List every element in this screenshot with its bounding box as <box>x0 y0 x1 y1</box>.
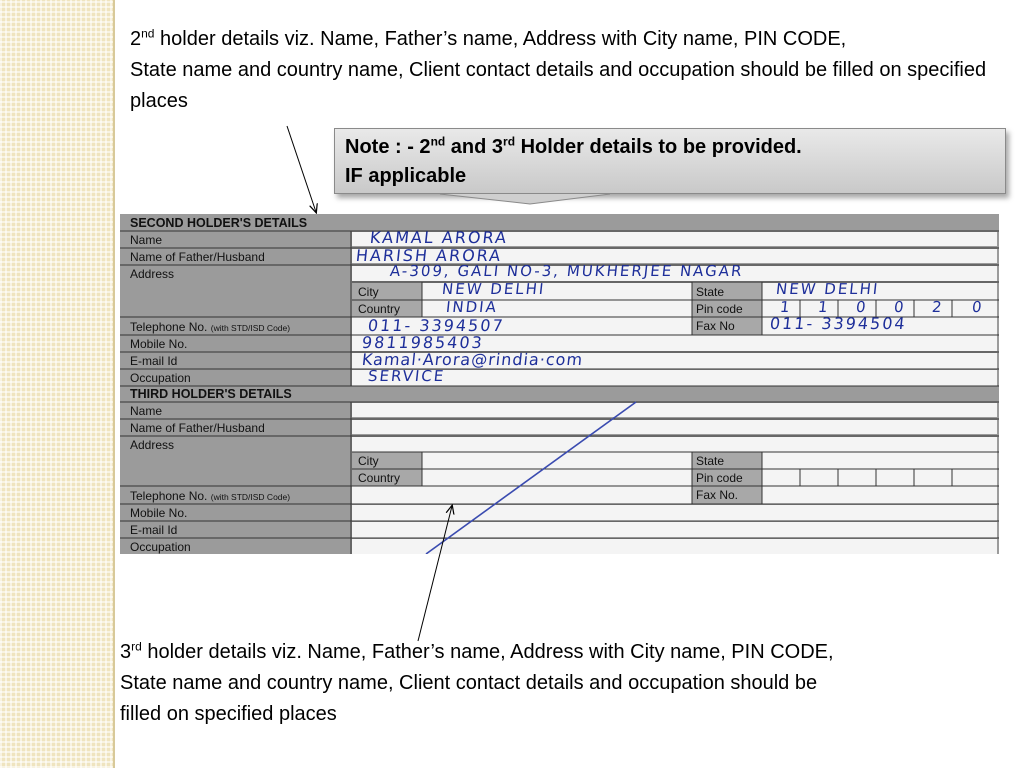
second-holder-instructions <box>130 24 1024 117</box>
label-address: Address <box>130 267 175 281</box>
texture-divider <box>113 0 115 768</box>
value-mobile: 9811985403 <box>361 333 485 352</box>
value-pin-4: 0 <box>893 298 907 316</box>
holder-details-form <box>120 214 999 554</box>
arrow-to-second-holder <box>287 126 316 212</box>
decorative-texture-strip <box>0 0 113 768</box>
label-city-3: City <box>358 454 379 468</box>
value-pin-2: 1 <box>817 298 831 316</box>
label-email-3: E-mail Id <box>130 523 178 537</box>
value-occupation: SERVICE <box>367 367 447 385</box>
value-pin-3: 0 <box>855 298 869 316</box>
third-holder-header: THIRD HOLDER'S DETAILS <box>130 387 292 401</box>
third-holder-text-line3: filled on specified places <box>120 703 337 725</box>
label-telephone-3 <box>130 489 290 503</box>
label-pin-3: Pin code <box>696 471 743 485</box>
note-line2: IF applicable <box>345 165 467 187</box>
note-sup-nd: nd <box>430 134 446 149</box>
third-holder-text-rest: holder details viz. Name, Father’s name, Address with City name, PIN CODE, <box>141 641 834 663</box>
label-occupation: Occupation <box>130 371 191 385</box>
value-name: KAMAL ARORA <box>369 228 509 247</box>
label-telephone-note: (with STD/ISD Code) <box>210 323 291 333</box>
value-address: A-309, GALI NO-3, MUKHERJEE NAGAR <box>389 262 745 280</box>
second-holder-text-line2: State name and country name, Client contact details and occupation should be filled on specified places <box>130 59 987 112</box>
label-mobile: Mobile No. <box>130 337 188 351</box>
value-country: INDIA <box>445 298 499 316</box>
value-telephone: 011- 3394507 <box>367 316 506 335</box>
label-name: Name <box>130 233 163 247</box>
value-pin-1: 1 <box>779 298 793 316</box>
label-state-3: State <box>696 454 725 468</box>
label-address-3: Address <box>130 438 175 452</box>
note-prefix: Note : - 2 <box>345 136 431 158</box>
note-suffix: Holder details to be provided. <box>515 136 802 158</box>
label-mobile-3: Mobile No. <box>130 506 188 520</box>
label-telephone-text: Telephone No. <box>130 320 208 334</box>
label-father-3: Name of Father/Husband <box>130 421 265 435</box>
second-holder-header: SECOND HOLDER'S DETAILS <box>130 216 308 230</box>
label-telephone <box>130 320 290 334</box>
third-holder-text-lead: 3 <box>120 641 132 663</box>
value-father: HARISH ARORA <box>355 246 504 265</box>
second-holder-text-rest: holder details viz. Name, Father’s name, Address with City name, PIN CODE, <box>154 28 847 50</box>
label-telephone-text-3: Telephone No. <box>130 489 208 503</box>
label-occupation-3: Occupation <box>130 540 191 554</box>
value-city: NEW DELHI <box>441 280 547 298</box>
third-holder-instructions <box>120 637 1024 730</box>
value-pin-5: 2 <box>931 298 945 316</box>
label-email: E-mail Id <box>130 354 178 368</box>
note-callout-pointer <box>440 194 610 204</box>
value-pin-6: 0 <box>971 298 985 316</box>
value-state: NEW DELHI <box>775 280 881 298</box>
third-holder-text-sup: rd <box>131 639 142 654</box>
second-holder-text-sup: nd <box>141 26 155 41</box>
label-telephone-note-3: (with STD/ISD Code) <box>210 492 291 502</box>
label-father: Name of Father/Husband <box>130 250 265 264</box>
label-country-3: Country <box>358 471 401 485</box>
value-email: Kamal·Arora@rindia·com <box>361 350 585 369</box>
note-sup-rd: rd <box>503 134 516 149</box>
note-callout <box>334 128 1006 194</box>
label-name-3: Name <box>130 404 163 418</box>
label-pin: Pin code <box>696 302 743 316</box>
label-fax: Fax No <box>696 319 735 333</box>
third-holder-text-line2: State name and country name, Client contact details and occupation should be <box>120 672 818 694</box>
note-mid: and 3 <box>445 136 504 158</box>
second-holder-text-lead: 2 <box>130 28 142 50</box>
label-fax-3: Fax No. <box>696 488 739 502</box>
label-state: State <box>696 285 725 299</box>
label-country: Country <box>358 302 401 316</box>
label-city: City <box>358 285 379 299</box>
value-fax: 011- 3394504 <box>769 314 908 333</box>
